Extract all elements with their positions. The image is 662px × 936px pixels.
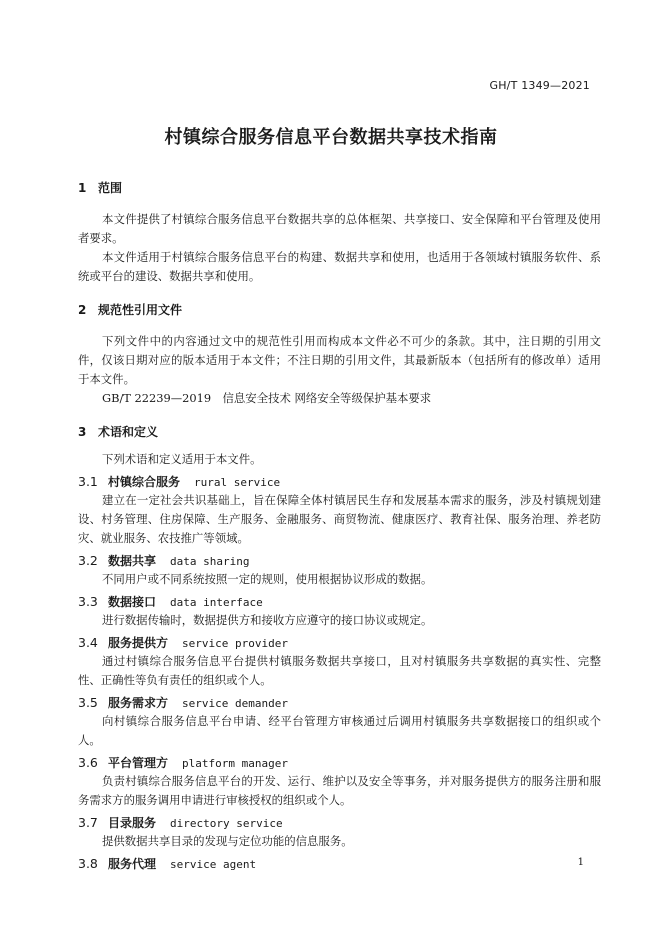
term-en: service agent [170,858,257,871]
term-number: 3.1 [78,474,98,489]
term-zh: 平台管理方 [108,756,169,770]
term-en: rural service [194,476,281,489]
term-zh: 村镇综合服务 [108,475,181,489]
section-title: 术语和定义 [98,425,159,439]
term-heading [78,753,601,772]
term-definition: 不同用户或不同系统按照一定的规则，使用根据协议形成的数据。 [102,572,433,586]
section-number: 3 [78,425,87,439]
term-definition: 向村镇综合服务信息平台申请、经平台管理方审核通过后调用村镇服务共享数据接口的组织或个人。 [78,714,601,747]
section-title: 范围 [98,181,123,195]
paragraph: 下列文件中的内容通过文中的规范性引用而构成本文件必不可少的条款。其中，注日期的引用文件，仅该日期对应的版本适用于本文件；不注日期的引用文件，其最新版本（包括所有的修改单）适用于本文件。 [78,334,601,386]
section-title: 规范性引用文件 [98,303,183,317]
section-number: 1 [78,181,87,195]
reference-entry: GB/T 22239—2019 信息安全技术 网络安全等级保护基本要求 [102,391,432,405]
term-heading [78,854,601,873]
term-number: 3.5 [78,695,98,710]
term-number: 3.3 [78,594,98,609]
term-en: service demander [182,697,288,710]
section-heading-normative-references [78,301,601,319]
term-en: data interface [170,596,263,609]
paragraph: 本文件提供了村镇综合服务信息平台数据共享的总体框架、共享接口、安全保障和平台管理及使用者要求。 [78,212,601,245]
section-heading-scope [78,179,601,197]
term-heading [78,472,601,491]
term-heading [78,813,601,832]
term-zh: 服务代理 [108,857,157,871]
page-number: 1 [577,857,584,868]
term-zh: 服务提供方 [108,636,169,650]
term-zh: 服务需求方 [108,696,169,710]
term-heading [78,633,601,652]
term-number: 3.6 [78,755,98,770]
term-number: 3.8 [78,856,98,871]
term-heading [78,592,601,611]
term-zh: 数据共享 [108,554,157,568]
section-heading-terms [78,423,601,441]
term-definition: 进行数据传输时，数据提供方和接收方应遵守的接口协议或规定。 [102,613,433,627]
term-heading [78,693,601,712]
term-definition: 通过村镇综合服务信息平台提供村镇服务数据共享接口，且对村镇服务共享数据的真实性、完整性、正确性等负有责任的组织或个人。 [78,654,601,687]
term-en: data sharing [170,555,250,568]
term-zh: 目录服务 [108,816,157,830]
section-number: 2 [78,303,87,317]
term-definition: 建立在一定社会共识基础上，旨在保障全体村镇居民生存和发展基本需求的服务，涉及村镇规划建设、村务管理、住房保障、生产服务、金融服务、商贸物流、健康医疗、教育社保、服务治理、养老防灾、就业服务、农技推广等领域。 [78,493,601,545]
term-number: 3.4 [78,635,98,650]
document-body [78,179,601,873]
term-definition: 提供数据共享目录的发现与定位功能的信息服务。 [102,834,353,848]
term-en: directory service [170,817,283,830]
document-code: GH/T 1349—2021 [489,79,590,92]
term-definition: 负责村镇综合服务信息平台的开发、运行、维护以及安全等事务，并对服务提供方的服务注册和服务需求方的服务调用申请进行审核授权的组织或个人。 [78,774,601,807]
paragraph: 下列术语和定义适用于本文件。 [102,452,262,466]
term-heading [78,551,601,570]
document-title: 村镇综合服务信息平台数据共享技术指南 [164,127,498,148]
term-number: 3.2 [78,553,98,568]
term-en: platform manager [182,757,288,770]
paragraph: 本文件适用于村镇综合服务信息平台的构建、数据共享和使用，也适用于各领域村镇服务软件、系统或平台的建设、数据共享和使用。 [78,250,601,283]
term-number: 3.7 [78,815,98,830]
term-en: service provider [182,637,288,650]
term-zh: 数据接口 [108,595,157,609]
